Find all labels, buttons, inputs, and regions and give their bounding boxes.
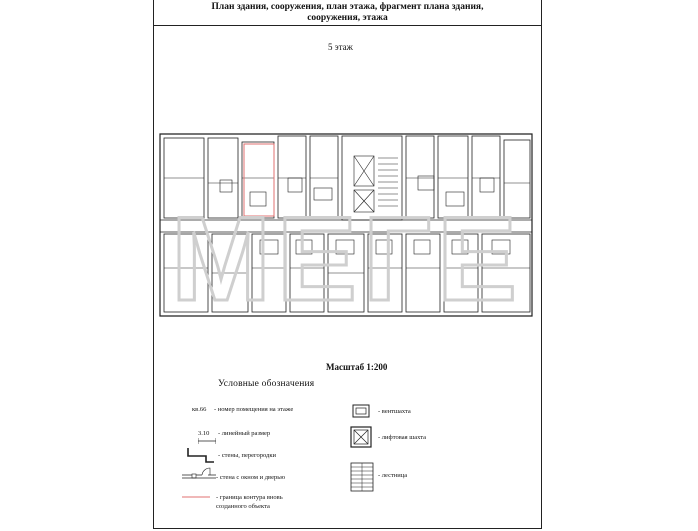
new-object-boundary — [244, 144, 274, 216]
lift-shaft-icon — [350, 426, 372, 448]
legend-symbol-room-number: кв.66 — [192, 406, 207, 413]
scale-label: Масштаб 1:200 — [326, 362, 388, 372]
upper-partitions — [164, 176, 530, 206]
legend-text-walls: - стены, перегородки — [218, 452, 277, 459]
stair-core — [354, 156, 398, 212]
outer-wall — [160, 134, 532, 316]
floor-plan — [154, 128, 541, 328]
title-block — [154, 0, 541, 26]
floor-label: 5 этаж — [328, 42, 353, 52]
legend-title: Условные обозначения — [218, 379, 315, 389]
legend-symbol-dimension: 3.10 — [198, 430, 210, 437]
legend-text-wall-window-door: - стена с окном и дверью — [216, 474, 286, 481]
legend-text-lift-shaft: - лифтовая шахта — [378, 434, 426, 441]
dimension-line-icon — [198, 438, 216, 444]
vent-shaft-icon — [352, 404, 370, 418]
title-line-1: План здания, сооружения, план этажа, фрагмент плана здания, — [211, 2, 484, 12]
title-line-2: сооружения, этажа — [307, 13, 388, 23]
wall-window-door-icon — [182, 466, 218, 482]
staircase-icon — [350, 462, 374, 492]
legend-text-dimension: - линейный размер — [218, 430, 271, 437]
legend-text-boundary-2: созданного объекта — [216, 503, 270, 510]
drawing-sheet — [153, 0, 542, 529]
legend-text-room-number: - номер помещения на этаже — [214, 406, 294, 413]
legend-text-vent-shaft: - вентшахта — [378, 408, 411, 415]
legend-text-staircase: - лестница — [378, 472, 408, 479]
boundary-icon — [182, 494, 210, 500]
legend-text-boundary: - граница контура вновь — [216, 494, 283, 501]
watermark-text: МЕГЕ — [170, 200, 524, 320]
walls-icon — [186, 446, 216, 464]
lower-partitions — [164, 240, 530, 273]
